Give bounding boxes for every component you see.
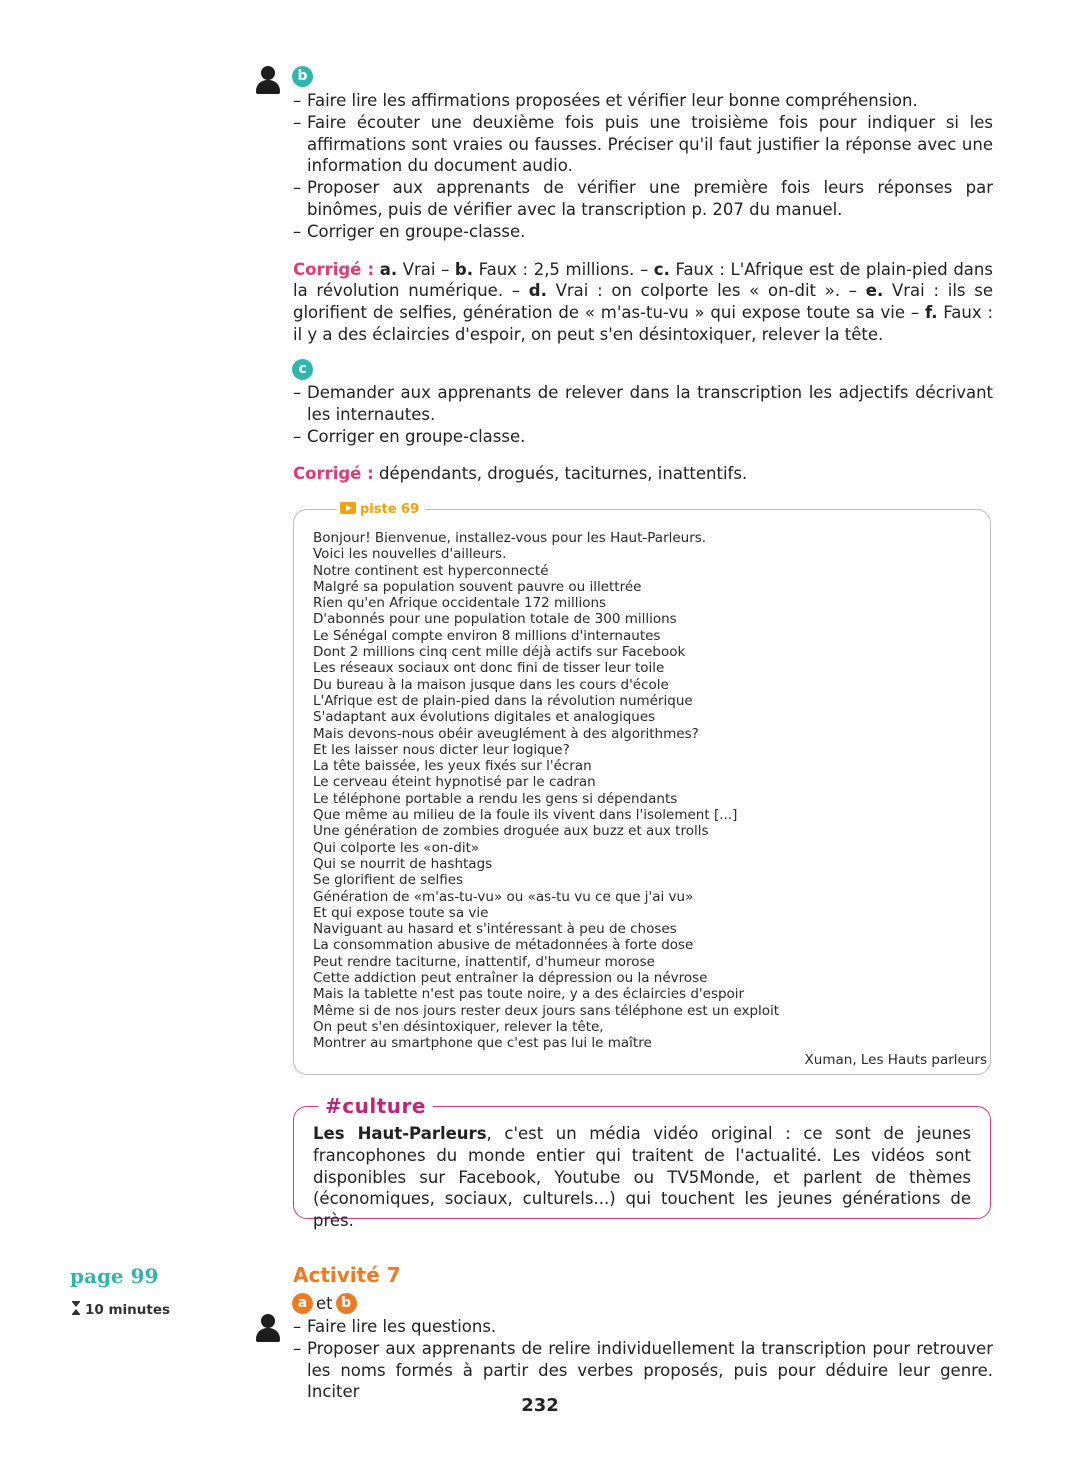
page-number: 232 — [521, 1395, 559, 1416]
instruction-item: – Demander aux apprenants de relever dans la transcription les adjectifs décrivant les internautes. — [293, 382, 993, 426]
transcript-line: Peut rendre taciturne, inattentif, d'humeur morose — [313, 953, 655, 970]
transcript-line: Qui se nourrit de hashtags — [313, 855, 493, 872]
activity-title: Activité 7 — [293, 1263, 401, 1287]
answer-key: e. — [865, 281, 884, 301]
answer-text: Faux : 2,5 millions. – — [473, 259, 654, 279]
instruction-item: – Proposer aux apprenants de relire individuellement la transcription pour retrouver les noms formés à partir des verbes proposés, puis pour déduire leur genre. Inciter — [293, 1338, 993, 1403]
transcript-line: Le Sénégal compte environ 8 millions d'internautes — [313, 627, 661, 644]
answer-key: d. — [528, 281, 547, 301]
section-b-badge: b — [292, 66, 313, 87]
transcript-line: Bonjour! Bienvenue, installez-vous pour les Haut-Parleurs. — [313, 530, 707, 546]
transcript-line: Que même au milieu de la foule ils vivent dans l'isolement [...] — [313, 807, 738, 824]
transcript-line: Notre continent est hyperconnecté — [313, 562, 549, 579]
play-icon[interactable] — [340, 502, 356, 514]
answer-key: a. — [379, 259, 398, 279]
transcript-line: Malgré sa population souvent pauvre ou illettrée — [313, 578, 642, 595]
transcript-line: Voici les nouvelles d'ailleurs. — [313, 546, 507, 563]
activity-instructions — [293, 1316, 993, 1403]
transcript-line: Montrer au smartphone que c'est pas lui le maître — [313, 1035, 652, 1052]
answer-text: Faux : L'Afrique est de plain-pied dans la révolution numérique. – — [293, 259, 993, 301]
answer-key: c. — [653, 259, 670, 279]
transcript-line: Le cerveau éteint hypnotisé par le cadran — [313, 774, 596, 791]
transcript-line: Et les laisser nous dicter leur logique? — [313, 741, 570, 758]
audio-track-label[interactable]: piste 69 — [337, 502, 425, 518]
instruction-item: – Proposer aux apprenants de vérifier une première fois leurs réponses par binômes, puis de vérifier avec la transcription p. 207 du manuel. — [293, 177, 993, 221]
instruction-item: – Corriger en groupe-classe. — [293, 221, 993, 243]
answer-text: Vrai : ils se glorifient de selfies, génération de « m'as-tu-vu » qui expose toute sa vie – — [293, 281, 993, 323]
transcript-line: Génération de «m'as-tu-vu» ou «as-tu vu ce que j'ai vu» — [313, 888, 694, 905]
transcript-line: La consommation abusive de métadonnées à forte dose — [313, 937, 694, 954]
answer-text: Faux : il y a des éclaircies d'espoir, on peut s'en désintoxiquer, relever la tête. — [293, 303, 994, 344]
person-icon — [256, 66, 280, 96]
section-c-corrige: Corrigé : dépendants, drogués, taciturnes, inattentifs. — [293, 464, 748, 484]
answer-text: Vrai : on colporte les « on-dit ». – — [546, 281, 866, 301]
answer-key: b. — [454, 259, 474, 279]
person-icon — [256, 1314, 280, 1344]
section-c-instructions — [293, 382, 993, 447]
transcript-line: Qui colporte les «on-dit» — [313, 839, 480, 856]
section-b — [293, 90, 993, 346]
answer-key: f. — [924, 303, 938, 323]
instruction-item: – Faire lire les affirmations proposées et vérifier leur bonne compréhension. — [293, 90, 993, 112]
section-c-badge: c — [292, 359, 313, 380]
instruction-item: – Faire écouter une deuxième fois puis une troisième fois pour indiquer si les affirmations sont vraies ou fausses. Préciser qu'il faut justifier la réponse avec une information du document audio. — [293, 112, 993, 177]
transcript-line: Rien qu'en Afrique occidentale 172 millions — [313, 595, 607, 612]
section-b-instructions — [293, 90, 993, 243]
page-reference: page 99 — [70, 1264, 159, 1288]
hourglass-icon — [72, 1301, 80, 1315]
transcript-line: Naviguant au hasard et s'intéressant à peu de choses — [313, 921, 677, 938]
answer-text: Vrai – — [397, 259, 455, 279]
transcript-line: Mais devons-nous obéir aveuglément à des algorithmes? — [313, 725, 699, 742]
transcript-lines — [313, 530, 973, 1052]
section-c — [293, 382, 993, 485]
transcript-line: L'Afrique est de plain-pied dans la révolution numérique — [313, 692, 693, 709]
transcript-credit: Xuman, Les Hauts parleurs — [804, 1052, 987, 1068]
section-b-corrige: Corrigé : a. Vrai – b. Faux : 2,5 millions. – c. Faux : L'Afrique est de plain-pied dans la révolution numérique. – d. Vrai : on colporte les « on-dit ». – e. Vrai : ils se glorifient de selfies, génération de « m'as-tu-vu » qui expose toute sa vie – f. Faux : il y a des éclaircies d'espoir, on peut s'en désintoxiquer, relever la tête. — [293, 259, 994, 344]
transcript-line: D'abonnés pour une population totale de 300 millions — [313, 611, 677, 628]
transcript-line: On peut s'en désintoxiquer, relever la tête, — [313, 1018, 604, 1035]
activity-badges: a et b — [292, 1293, 357, 1314]
transcript-line: Dont 2 millions cinq cent mille déjà actifs sur Facebook — [313, 644, 686, 661]
transcript-line: S'adaptant aux évolutions digitales et analogiques — [313, 709, 656, 726]
transcript-line: Se glorifient de selfies — [313, 872, 464, 889]
transcript-line: Et qui expose toute sa vie — [313, 904, 489, 921]
transcript-line: Cette addiction peut entraîner la dépression ou la névrose — [313, 970, 708, 987]
transcript-line: Une génération de zombies droguée aux buzz et aux trolls — [313, 823, 709, 840]
duration: 10 minutes — [72, 1301, 170, 1318]
culture-text: Les Haut-Parleurs, c'est un média vidéo original : ce sont de jeunes francophones du monde entier qui traitent de l'actualité. Les vidéos sont disponibles sur Facebook, Youtube ou TV5Monde, et parlent de thèmes (économiques, sociaux, culturels...) qui touchent les jeunes générations de près. — [313, 1124, 972, 1231]
transcript-line: Du bureau à la maison jusque dans les cours d'école — [313, 676, 669, 693]
instruction-item: – Faire lire les questions. — [293, 1316, 993, 1338]
culture-title: #culture — [318, 1094, 433, 1118]
instruction-item: – Corriger en groupe-classe. — [293, 426, 993, 448]
transcript-line: Même si de nos jours rester deux jours sans téléphone est un exploit — [313, 1002, 780, 1019]
transcript-line: La tête baissée, les yeux fixés sur l'écran — [313, 758, 592, 775]
transcript-line: Le téléphone portable a rendu les gens si dépendants — [313, 790, 678, 807]
transcript-line: Les réseaux sociaux ont donc fini de tisser leur toile — [313, 660, 665, 677]
transcript-line: Mais la tablette n'est pas toute noire, y a des éclaircies d'espoir — [313, 986, 745, 1003]
